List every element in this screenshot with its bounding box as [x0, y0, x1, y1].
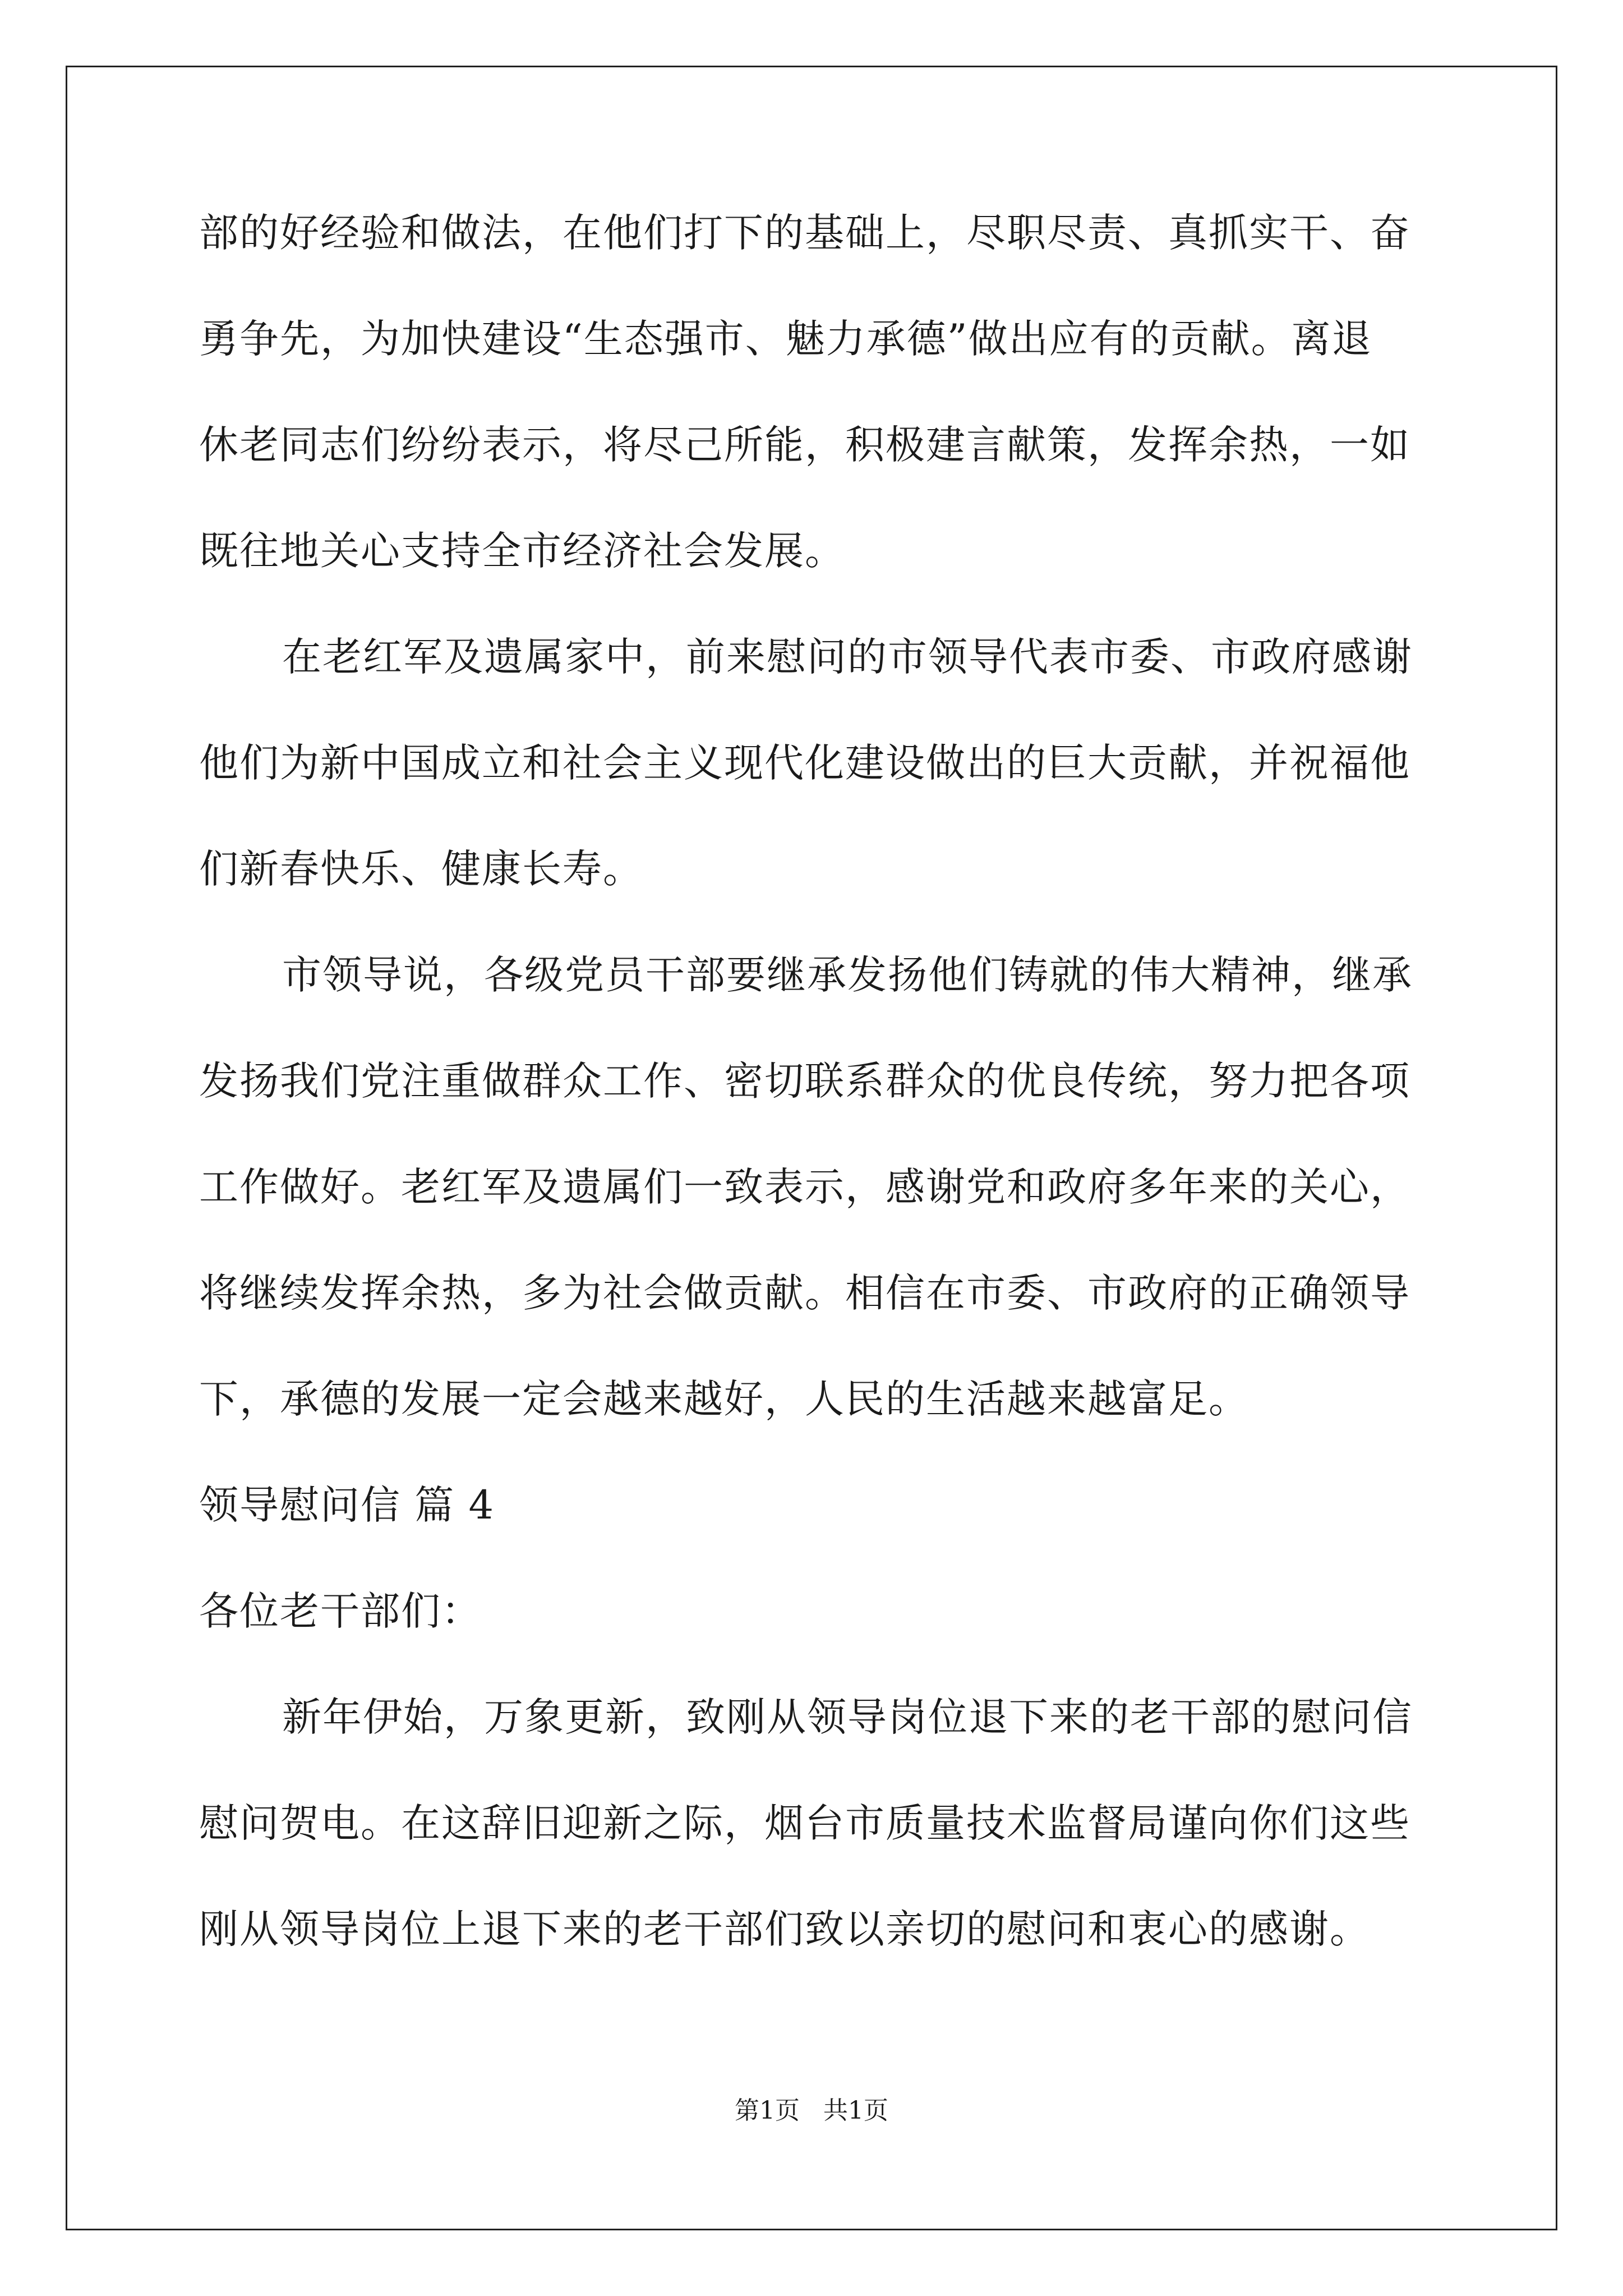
- paragraph-line: 休老同志们纷纷表示，将尽己所能，积极建言献策，发挥余热，一如: [199, 422, 1410, 468]
- paragraph-line: 在老红军及遗属家中，前来慰问的市领导代表市委、市政府感谢: [282, 634, 1413, 680]
- paragraph-line: 发扬我们党注重做群众工作、密切联系群众的优良传统，努力把各项: [199, 1058, 1410, 1104]
- paragraph-line: 们新春快乐、健康长寿。: [199, 846, 643, 892]
- paragraph-line: 他们为新中国成立和社会主义现代化建设做出的巨大贡献，并祝福他: [199, 740, 1410, 786]
- paragraph-line: 既往地关心支持全市经济社会发展。: [199, 528, 845, 574]
- paragraph-line: 将继续发挥余热，多为社会做贡献。相信在市委、市政府的正确领导: [199, 1270, 1410, 1316]
- salutation: 各位老干部们：: [199, 1588, 482, 1634]
- paragraph-line: 新年伊始，万象更新，致刚从领导岗位退下来的老干部的慰问信: [282, 1694, 1413, 1740]
- paragraph-line: 部的好经验和做法，在他们打下的基础上，尽职尽责、真抓实干、奋: [199, 210, 1410, 256]
- section-heading: 领导慰问信 篇 4: [199, 1482, 495, 1528]
- paragraph-line: 工作做好。老红军及遗属们一致表示，感谢党和政府多年来的关心，: [199, 1164, 1410, 1210]
- paragraph-line: 慰问贺电。在这辞旧迎新之际，烟台市质量技术监督局谨向你们这些: [199, 1800, 1410, 1846]
- document-body: [199, 210, 1428, 2016]
- paragraph-line: 市领导说，各级党员干部要继承发扬他们铸就的伟大精神，继承: [282, 952, 1413, 998]
- paragraph-line: 下，承德的发展一定会越来越好，人民的生活越来越富足。: [199, 1376, 1249, 1422]
- page-number-footer: 第1页 共1页: [735, 2096, 888, 2125]
- paragraph-line: 勇争先，为加快建设“生态强市、魅力承德”做出应有的贡献。离退: [199, 316, 1372, 362]
- paragraph-line: 刚从领导岗位上退下来的老干部们致以亲切的慰问和衷心的感谢。: [199, 1906, 1370, 1952]
